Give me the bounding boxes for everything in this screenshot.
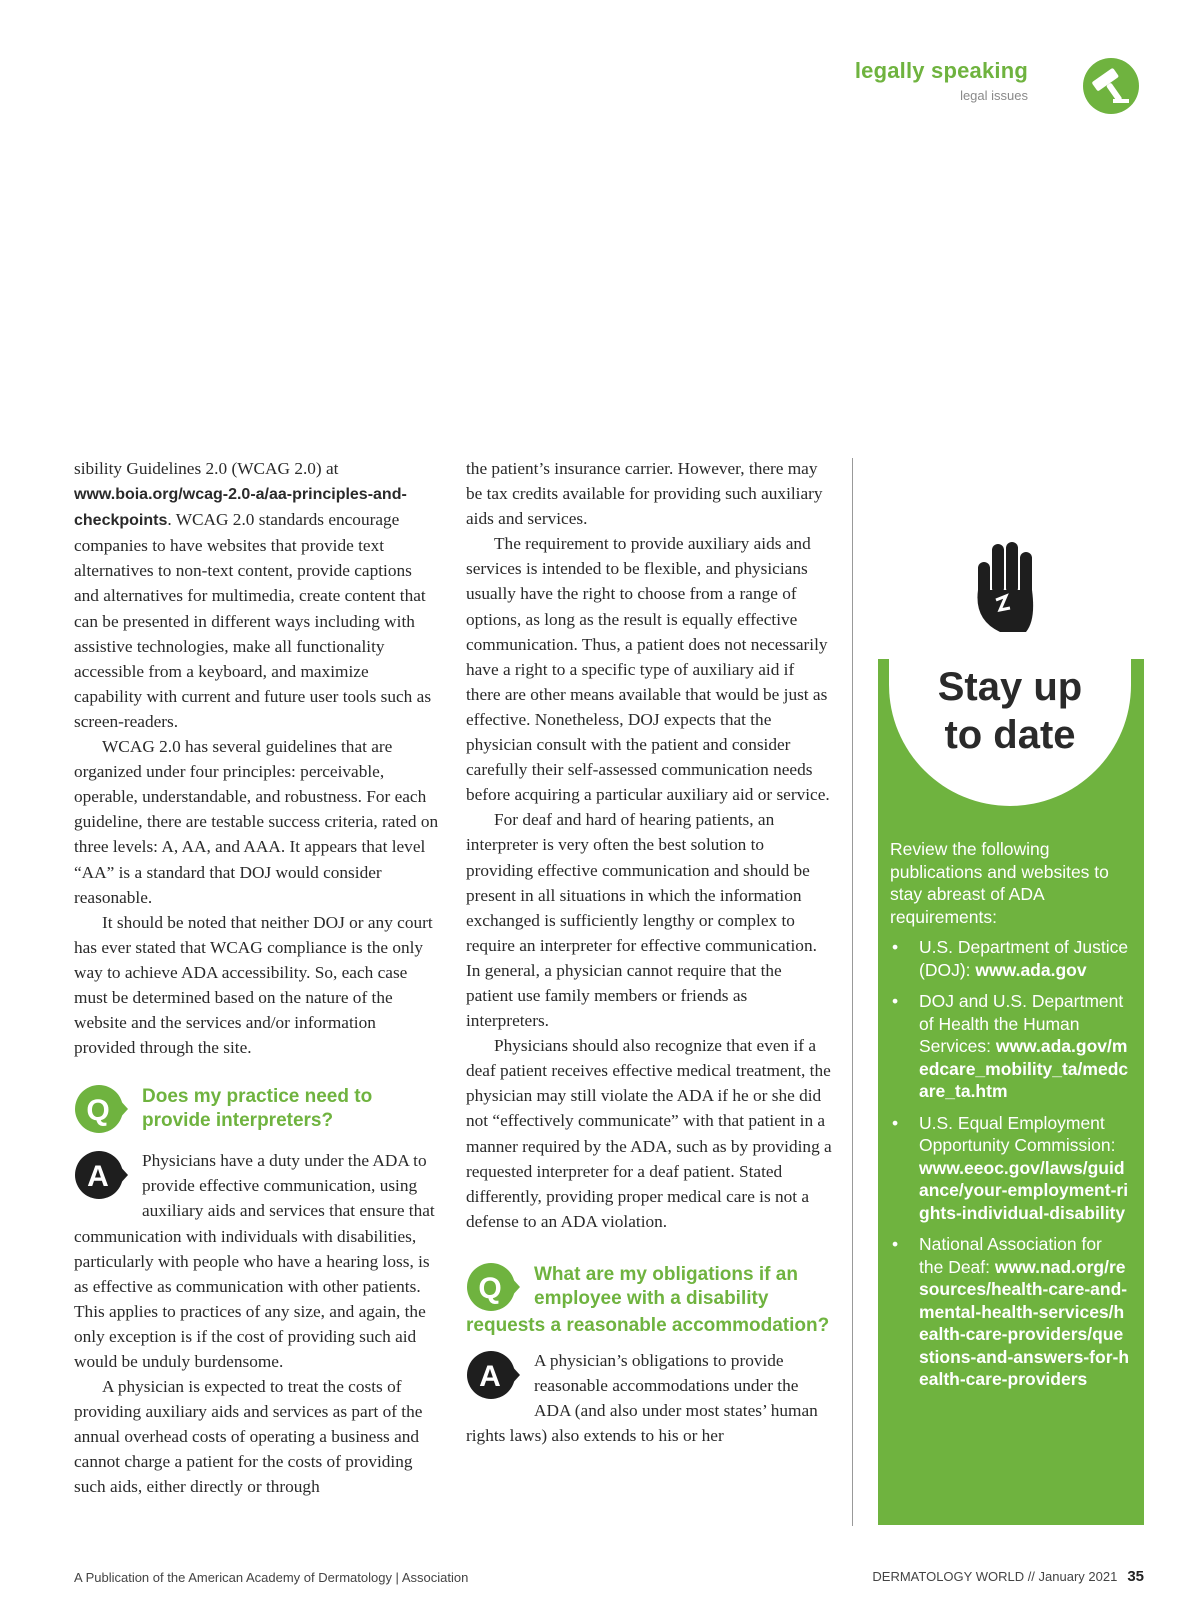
paragraph: the patient’s insurance carrier. However, there may be tax credits available for providing such auxiliary aids and services. — [466, 459, 823, 529]
list-item: • U.S. Department of Justice (DOJ): www.ada.gov — [890, 936, 1130, 981]
sidebar-intro: Review the following publications and websites to stay abreast of ADA requirements: — [890, 839, 1109, 927]
paragraph: For deaf and hard of hearing patients, an interpreter is very often the best solution to providing effective communication and should be present in all situations in which the information exchanged is sufficiently lengthy or complex to require an interpreter for effective communication. In general, a physician cannot require that the patient use family members or friends as interpreters. — [466, 810, 817, 1031]
resource-link[interactable]: www.nad.org/resources/health-care-and-mental-health-services/health-care-providers/questions-and-answers-for-health-care-providers — [919, 1256, 1130, 1389]
column-divider — [852, 458, 853, 1526]
resource-list — [890, 936, 1130, 1391]
answer-block — [466, 1348, 832, 1448]
answer-icon — [466, 1348, 520, 1402]
list-item: • U.S. Equal Employment Opportunity Commission: www.eeoc.gov/laws/guidance/your-employment-rights-individual-disability — [890, 1112, 1130, 1225]
footer-issue: DERMATOLOGY WORLD // January 2021 35 — [872, 1568, 1144, 1585]
section-title: legally speaking — [854, 58, 1028, 83]
answer-block — [74, 1148, 439, 1374]
page-number: 35 — [1127, 1568, 1144, 1585]
paragraph: A physician is expected to treat the costs of providing auxiliary aids and services as part of the annual overhead costs of operating a business and cannot charge a patient for the costs of providing such aids, either directly or through — [74, 1377, 423, 1497]
question-icon — [466, 1260, 520, 1314]
list-item: • DOJ and U.S. Department of Health the Human Services: www.ada.gov/medcare_mobility_ta/medcare_ta.htm — [890, 990, 1130, 1103]
paragraph: sibility Guidelines 2.0 (WCAG 2.0) at www.boia.org/wcag-2.0-a/aa-principles-and-checkpoints. WCAG 2.0 standards encourage companies to have websites that provide text alternatives to non-text content, provide captions and alternatives for multimedia, create content that can be presented in different ways including with assistive technologies, make all functionality accessible from a keyboard, and maximize capability with current and future user tools such as screen-readers. — [74, 459, 432, 731]
footer-publication: A Publication of the American Academy of Dermatology | Association — [74, 1570, 469, 1585]
question-title-cont: requests a reasonable accommodation? — [466, 1314, 830, 1336]
article-column-2 — [466, 456, 832, 1448]
list-item: • National Association for the Deaf: www.nad.org/resources/health-care-and-mental-health-services/health-care-providers/questions-and-answers-for-health-care-providers — [890, 1233, 1130, 1391]
section-header — [855, 58, 1028, 103]
answer-text: Physicians have a duty under the ADA to provide effective communication, using auxiliary aids and services that ensure that communication with individuals with disabilities, particularly with people who have a hearing loss, is as effective as communication with other patients. This applies to practices of any size, and again, the only exception is if the cost of providing such aid would be unduly burdensome. — [74, 1151, 435, 1371]
sidebar-content — [890, 838, 1130, 1400]
resource-link[interactable]: www.eeoc.gov/laws/guidance/your-employment-rights-individual-disability — [919, 1157, 1129, 1223]
paragraph: Physicians should also recognize that even if a deaf patient receives effective medical treatment, the physician may still violate the ADA if he or she did not “effectively communicate” with that patient in a manner required by the ADA, such as by providing a requested interpreter for a deaf patient. Stated differently, providing proper medical care is not a defense to an ADA violation. — [466, 1036, 832, 1231]
resource-link[interactable]: www.ada.gov — [975, 959, 1087, 980]
answer-text: A physician’s obligations to provide reasonable accommodations under the ADA (and also under most states’ human rights laws) also extends to his or her — [466, 1350, 818, 1446]
section-subtitle: legal issues — [960, 88, 1028, 103]
raised-hand-icon — [970, 540, 1042, 636]
question-block — [74, 1082, 439, 1138]
svg-text:A: A — [87, 1160, 109, 1194]
sidebar-title: Stay up to date — [937, 665, 1083, 757]
svg-text:Q: Q — [478, 1271, 502, 1305]
question-title: Does my practice need to provide interpreters? — [142, 1086, 373, 1132]
paragraph: It should be noted that neither DOJ or any court has ever stated that WCAG compliance is the only way to achieve ADA accessibility. So, each case must be determined based on the nature of the website and the services and/or information provided through the site. — [74, 912, 433, 1058]
question-block — [466, 1260, 832, 1338]
svg-text:Q: Q — [86, 1094, 110, 1128]
gavel-icon — [1083, 58, 1139, 114]
paragraph: WCAG 2.0 has several guidelines that are organized under four principles: perceivable, operable, understandable, and robustness. For each guideline, there are testable success criteria, rated on three levels: A, AA, and AAA. It appears that level “AA” is a standard that DOJ would consider reasonable. — [74, 737, 439, 907]
wcag-link[interactable]: www.boia.org/wcag-2.0-a/aa-principles-and-checkpoints — [74, 486, 407, 530]
svg-text:A: A — [479, 1359, 501, 1393]
answer-icon — [74, 1148, 128, 1202]
article-column-1 — [74, 456, 439, 1500]
question-icon — [74, 1082, 128, 1136]
paragraph: The requirement to provide auxiliary aids and services is intended to be flexible, and physicians usually have the right to choose from a range of options, as long as the result is equally effective communication. Thus, a patient does not necessarily have a right to a specific type of auxiliary aid if there are other means available that would be just as effective. Nonetheless, DOJ expects that the physician consult with the patient and consider carefully their self-assessed communication needs before acquiring a particular auxiliary aid or service. — [466, 534, 830, 805]
question-title: What are my obligations if an employee with a disability — [534, 1263, 798, 1309]
resource-link[interactable]: www.ada.gov/medcare_mobility_ta/medcare_ta.htm — [919, 1036, 1129, 1101]
